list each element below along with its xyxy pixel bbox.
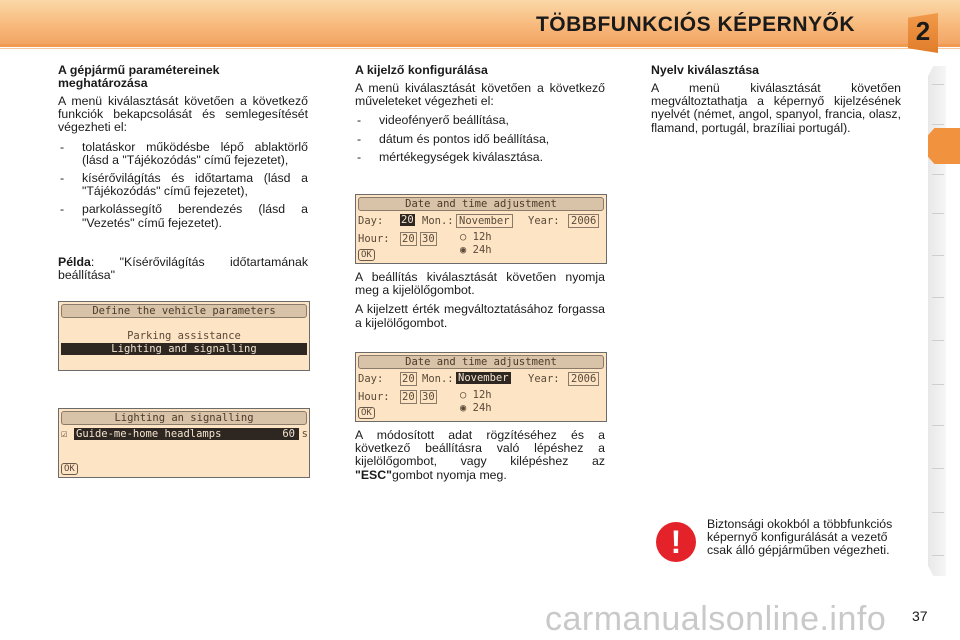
- month-label: Mon.:: [422, 373, 454, 385]
- day-label: Day:: [358, 215, 384, 227]
- year-field: 2006: [568, 372, 599, 386]
- ok-button: OK: [61, 463, 78, 475]
- example-text: : "Kísérővilágítás időtartamának beállítása": [58, 254, 308, 283]
- minute-field: 30: [422, 391, 435, 403]
- tab-divider: [932, 425, 944, 426]
- screen-title: Lighting an signalling: [61, 411, 307, 425]
- radio-24h-selected: ◉ 24h: [460, 402, 492, 414]
- tab-divider: [932, 384, 944, 385]
- hour-label: Hour:: [358, 391, 390, 403]
- paragraph: A menü kiválasztását követően megváltoztathatja a képernyő kijelzésének nyelvét (német, angol, spanyol, francia, olasz, flamand, portugál, brazíliai portugál).: [651, 81, 901, 135]
- month-label: Mon.:: [422, 215, 454, 227]
- minute-field: 30: [422, 233, 435, 245]
- guide-me-home-row: [74, 428, 299, 440]
- tab-divider: [932, 297, 944, 298]
- hour-field: 20: [402, 233, 415, 245]
- esc-label: "ESC": [355, 467, 392, 482]
- column-vehicle-parameters: [58, 64, 308, 288]
- day-field-selected: 20: [401, 214, 414, 226]
- screen-title: Define the vehicle parameters: [61, 304, 307, 318]
- tab-divider: [932, 84, 944, 85]
- bullet-list: [58, 141, 308, 230]
- header-divider: [0, 44, 960, 47]
- radio-24h-label: 24h: [472, 402, 492, 414]
- screen-date-time-day-selected: [355, 194, 607, 264]
- screen-title: Date and time adjustment: [358, 355, 604, 369]
- year-label: Year:: [528, 215, 560, 227]
- tab-divider: [932, 255, 944, 256]
- radio-12h-label: 12h: [472, 231, 492, 243]
- list-item: - tolatáskor működésbe lépő ablaktörlő (lásd a "Tájékozódás" című fejezetet),: [58, 141, 308, 167]
- list-item: - mértékegységek kiválasztása.: [355, 151, 605, 164]
- duration-value: 60: [282, 428, 295, 440]
- paragraph: A beállítás kiválasztását követően nyomja meg a kijelölőgombot.: [355, 270, 605, 298]
- year-label: Year:: [528, 373, 560, 385]
- paragraph: A kijelzett érték megváltoztatásához forgassa a kijelölőgombot.: [355, 302, 605, 330]
- column-display-config: [355, 64, 605, 169]
- day-label: Day:: [358, 373, 384, 385]
- radio-24h-selected: ◉ 24h: [460, 244, 492, 256]
- list-item: - parkolássegítő berendezés (lásd a "Vezetés" című fejezetet).: [58, 203, 308, 229]
- screen-date-time-month-selected: [355, 352, 607, 422]
- checkbox-icon: ☑: [61, 428, 68, 440]
- paragraph: A menü kiválasztását követően a következő funkciók bekapcsolását és semlegesítését végezheti el:: [58, 94, 308, 135]
- chapter-title: TÖBBFUNKCIÓS KÉPERNYŐK: [535, 13, 855, 36]
- bullet-list: [355, 114, 605, 164]
- screen-lighting: [58, 408, 310, 478]
- list-item: - dátum és pontos idő beállítása,: [355, 133, 605, 146]
- save-text: A módosított adat rögzítéséhez és a következő beállításra való lépéshez a kijelölőgombot, vagy kilépéshez az: [355, 428, 605, 469]
- hour-field: 20: [402, 391, 415, 403]
- exclamation-glyph: !: [670, 524, 682, 560]
- safety-warning: [707, 518, 902, 564]
- column-save-instructions: [355, 429, 605, 488]
- tab-divider: [932, 124, 944, 125]
- radio-12h: ○ 12h: [460, 231, 492, 243]
- year-field: 2006: [568, 214, 599, 228]
- section-heading: A kijelző konfigurálása: [355, 63, 488, 77]
- ok-button: OK: [358, 249, 375, 261]
- example-paragraph: [58, 256, 308, 282]
- item-label: Guide-me-home headlamps: [76, 428, 222, 440]
- list-item: - videofényerő beállítása,: [355, 114, 605, 127]
- save-text-end: gombot nyomja meg.: [391, 467, 507, 482]
- radio-12h-label: 12h: [472, 389, 492, 401]
- chapter-number: 2: [915, 16, 931, 46]
- paragraph: A menü kiválasztását követően a következő műveleteket végezheti el:: [355, 81, 605, 109]
- header-divider-light: [0, 48, 960, 49]
- watermark: carmanualsonline.info: [545, 600, 887, 638]
- tab-divider: [932, 555, 944, 556]
- month-field: November: [456, 214, 513, 228]
- radio-24h-label: 24h: [472, 244, 492, 256]
- screen-define-parameters: [58, 301, 310, 371]
- warning-icon: [656, 522, 696, 562]
- tab-divider: [932, 512, 944, 513]
- active-chapter-tab: [928, 128, 960, 164]
- menu-item-parking: Parking assistance: [127, 330, 241, 342]
- tab-divider: [932, 468, 944, 469]
- radio-12h: ○ 12h: [460, 389, 492, 401]
- ok-button: OK: [358, 407, 375, 419]
- day-field: 20: [402, 373, 415, 385]
- paragraph: [355, 429, 605, 482]
- menu-item-lighting-selected: Lighting and signalling: [61, 343, 307, 355]
- unit-label: s: [301, 428, 308, 440]
- month-field-selected: November: [458, 372, 509, 384]
- warning-text: Biztonsági okokból a többfunkciós képernyő konfigurálását a vezető csak álló gépjárműben végezheti.: [707, 517, 893, 558]
- section-heading: A gépjármű paramétereinek meghatározása: [58, 63, 220, 90]
- hour-label: Hour:: [358, 233, 390, 245]
- list-item: - kísérővilágítás és időtartama (lásd a "Tájékozódás" című fejezetet),: [58, 172, 308, 198]
- section-heading: Nyelv kiválasztása: [651, 63, 760, 77]
- example-label: Példa: [58, 254, 91, 269]
- tab-divider: [932, 174, 944, 175]
- screen-title: Date and time adjustment: [358, 197, 604, 211]
- column-language: [651, 64, 901, 141]
- page-number: 37: [912, 608, 928, 624]
- tab-divider: [932, 340, 944, 341]
- tab-divider: [932, 213, 944, 214]
- column-instructions: [355, 271, 605, 336]
